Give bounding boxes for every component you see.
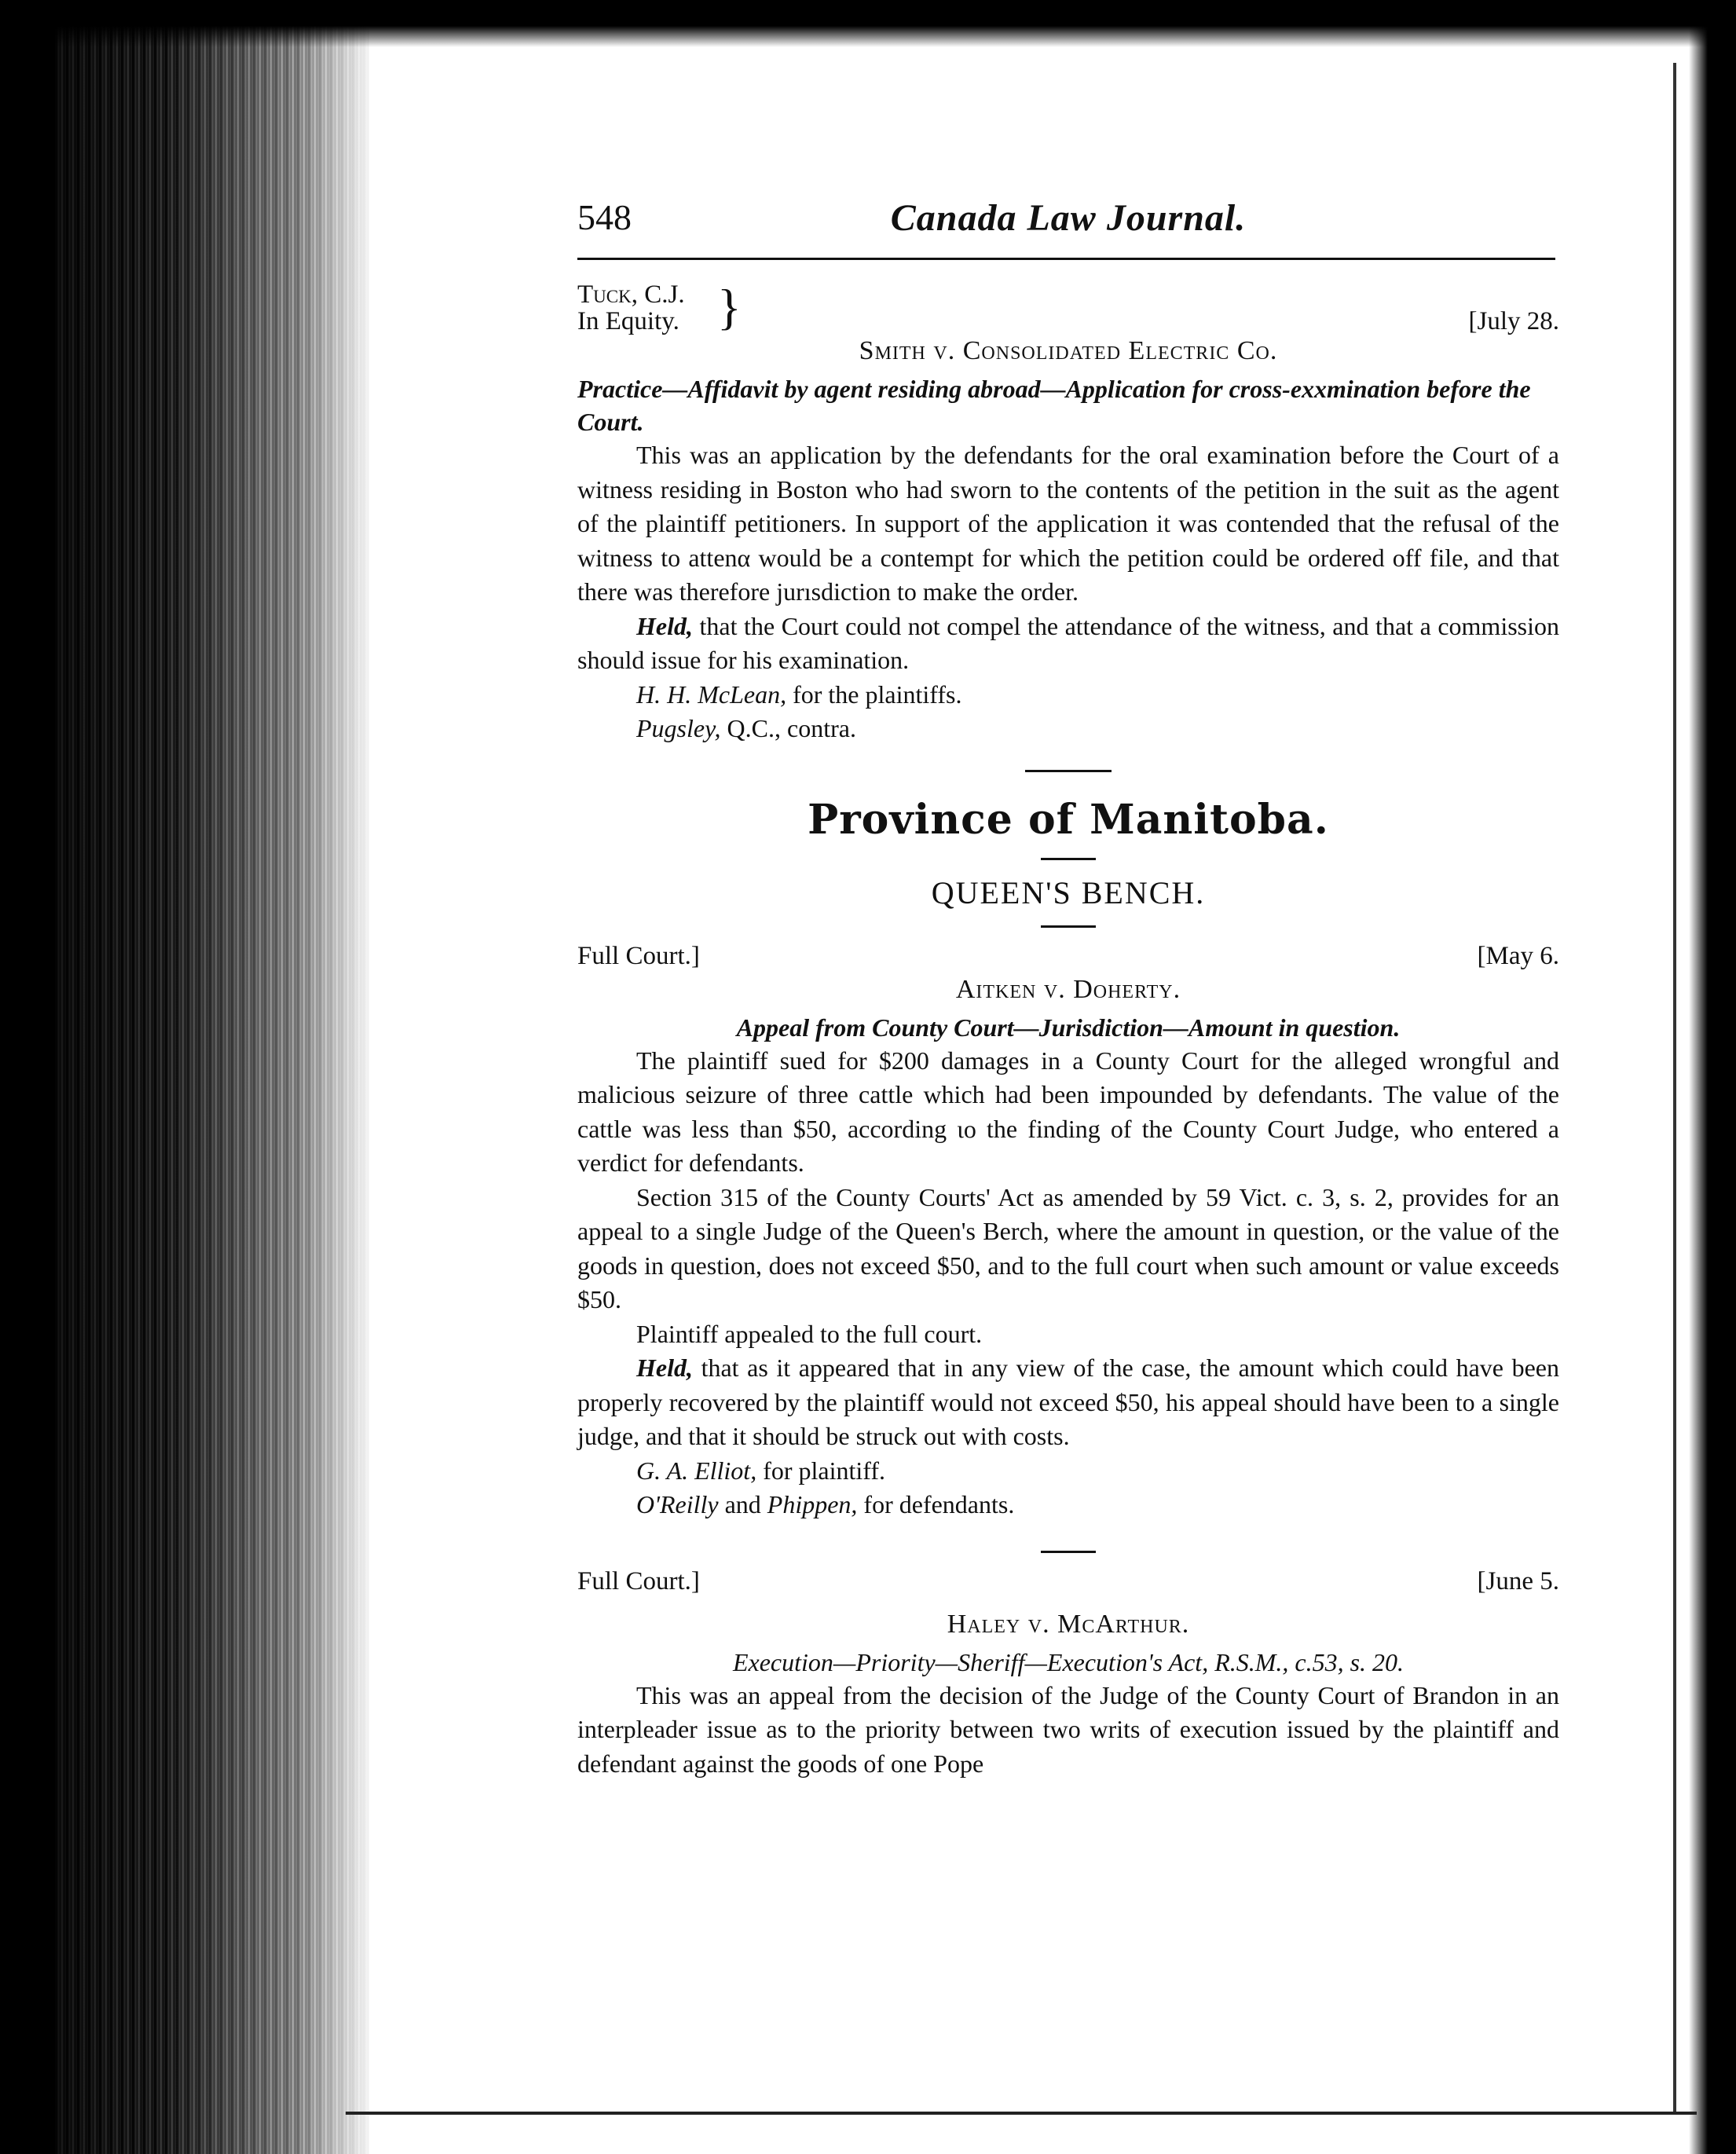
case-title: Aitken v. Doherty. xyxy=(955,974,1181,1004)
case-haley-v-mcarthur xyxy=(577,1567,1559,1782)
case-body xyxy=(577,1044,1559,1454)
case-headnote: Appeal from County Court—Jurisdiction—Amount in question. xyxy=(736,1013,1401,1042)
held-text: that as it appeared that in any view of the case, the amount which could have been properly recovered by the plaintiff would not exceed $50, his appeal should have been to a single judge, and that it should be struck out with costs. xyxy=(577,1354,1559,1450)
page-border-right xyxy=(1673,63,1676,2113)
case-aitken-v-doherty xyxy=(577,942,1559,1522)
case-body xyxy=(577,438,1559,678)
case-paragraph: Plaintiff appealed to the full court. xyxy=(636,1319,983,1348)
judge-name: Tuck, C.J. xyxy=(577,280,685,309)
holding-paragraph xyxy=(577,1351,1559,1454)
counsel-line xyxy=(577,712,1559,746)
court-info xyxy=(577,942,1559,976)
counsel-line xyxy=(577,678,1559,713)
counsel-name: O'Reilly xyxy=(636,1490,719,1518)
court-name: Full Court.] xyxy=(577,1566,700,1595)
counsel-conjunction: and xyxy=(718,1490,767,1518)
counsel-role: for plaintiff. xyxy=(756,1456,885,1485)
case-paragraph: Section 315 of the County Courts' Act as amended by 59 Vict. c. 3, s. 2, provides for an appeal to a single Judge of the Queen's Berch, where the amount in question, or the value of the goods in question, does not exceed $50, and to the full court when such amount or value exceeds $50. xyxy=(577,1182,1559,1313)
province-heading: Province of Manitoba. xyxy=(808,795,1329,844)
case-date: [June 5. xyxy=(1477,1566,1559,1595)
counsel-line xyxy=(577,1488,1559,1522)
counsel-line xyxy=(577,1454,1559,1489)
section-divider xyxy=(1041,1551,1096,1553)
court-info xyxy=(577,1567,1559,1602)
court-heading: QUEEN'S BENCH. xyxy=(931,874,1206,910)
case-paragraph: This was an appeal from the decision of the Judge of the County Court of Brandon in an interpleader issue as to the priority between two writs of execution issued by the plaintiff and defendant against the goods of one Pope xyxy=(577,1680,1559,1778)
header-rule xyxy=(577,258,1555,260)
counsel-role: for the plaintiffs. xyxy=(786,680,962,709)
counsel-name: Pugsley, xyxy=(636,714,721,742)
case-paragraph: This was an application by the defendants for the oral examination before the Court of a witness residing in Boston who had sworn to the contents of the petition in the suit as the agent of the plaintiff petitioners. In support of the application it was contended that the refusal of the witness to attenα would be a contempt for which the petition could be ordered off file, and that there was therefore jurısdiction to make the order. xyxy=(577,441,1559,606)
case-smith-v-consolidated xyxy=(577,281,1559,746)
case-headnote: Practice—Affidavit by agent residing abroad—Application for cross-exxmination before the Court. xyxy=(577,375,1531,436)
holding-paragraph xyxy=(577,610,1559,678)
page-header xyxy=(577,196,1559,251)
case-title: Smith v. Consolidated Electric Co. xyxy=(859,336,1278,365)
scan-edge-left xyxy=(0,0,55,2154)
journal-page xyxy=(577,196,1559,1781)
case-headnote: Execution—Priority—Sheriff—Execution's Act, R.S.M., c.53, s. 20. xyxy=(732,1647,1405,1676)
counsel-role: Q.C., contra. xyxy=(720,714,856,742)
counsel-role: for defendants. xyxy=(857,1490,1015,1518)
page-number: 548 xyxy=(577,197,632,237)
divider xyxy=(1041,925,1096,928)
journal-title: Canada Law Journal. xyxy=(890,197,1247,239)
divider xyxy=(1041,858,1096,860)
case-paragraph: The plaintiff sued for $200 damages in a County Court for the alleged wrongful and malicious seizure of three cattle which had been impounded by defendants. The value of the cattle was less than $50, according ιο the finding of the County Court Judge, who entered a verdict for defendants. xyxy=(577,1046,1559,1177)
brace-glyph: } xyxy=(717,279,742,335)
counsel-name: Phippen, xyxy=(767,1490,858,1518)
counsel-name: G. A. Elliot, xyxy=(636,1456,757,1485)
case-date: [May 6. xyxy=(1477,941,1559,970)
held-label: Held, xyxy=(636,1354,693,1382)
held-label: Held, xyxy=(636,611,693,640)
case-title: Haley v. McArthur. xyxy=(947,1609,1190,1639)
held-text: that the Court could not compel the attendance of the witness, and that a commission should issue for his examination. xyxy=(577,611,1559,674)
case-body xyxy=(577,1679,1559,1782)
case-date: [July 28. xyxy=(1468,307,1559,335)
section-divider xyxy=(1025,770,1112,772)
page-border-bottom xyxy=(346,2112,1697,2115)
scan-shadow-left xyxy=(0,0,369,2154)
scan-edge-top xyxy=(0,0,1736,47)
court-info xyxy=(577,281,1559,338)
counsel-name: H. H. McLean, xyxy=(636,680,787,709)
scan-edge-right xyxy=(1689,0,1736,2154)
court-name: Full Court.] xyxy=(577,941,700,970)
jurisdiction: In Equity. xyxy=(577,307,679,335)
